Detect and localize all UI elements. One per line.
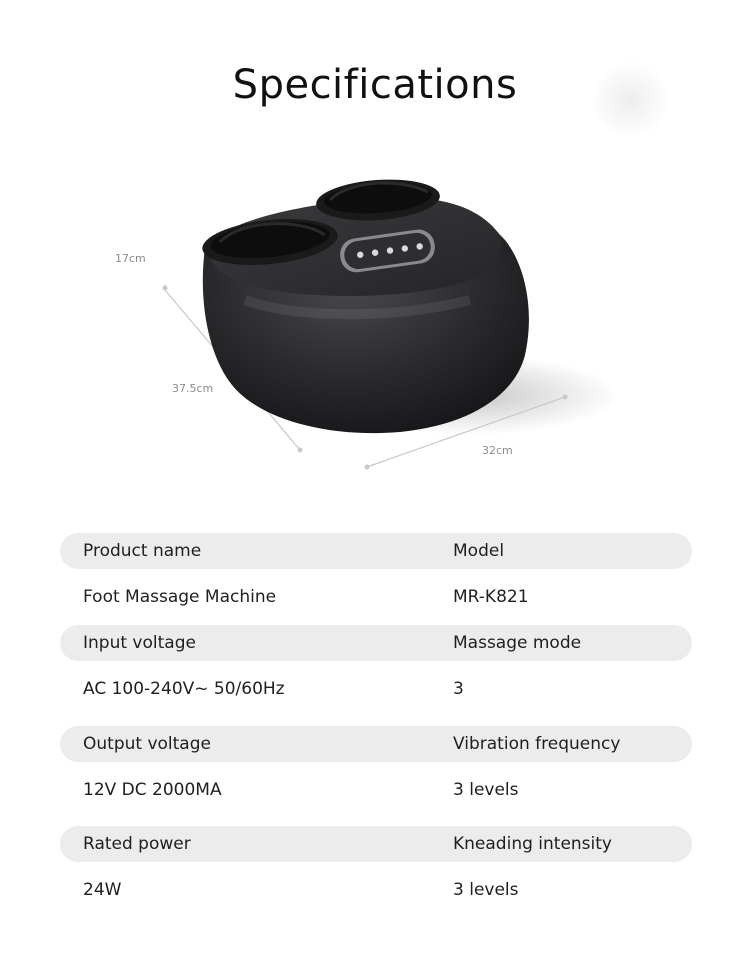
spec-label: Product name <box>83 541 202 561</box>
height-label: 17cm <box>115 252 146 265</box>
spec-header-row <box>60 826 692 862</box>
spec-label: Model <box>453 541 505 561</box>
spec-value-row <box>60 872 692 908</box>
spec-value-row <box>60 772 692 808</box>
spec-value: 3 levels <box>453 880 519 900</box>
spec-label: Rated power <box>83 834 191 854</box>
spec-value: MR-K821 <box>453 587 529 607</box>
spec-value: 12V DC 2000MA <box>83 780 222 800</box>
spec-label: Kneading intensity <box>453 834 612 854</box>
spec-value-row <box>60 671 692 707</box>
spec-header-row <box>60 625 692 661</box>
page-title: Specifications <box>232 62 518 108</box>
spec-label: Output voltage <box>83 734 211 754</box>
length-label: 37.5cm <box>172 382 214 395</box>
spec-header-row <box>60 533 692 569</box>
specs-table <box>60 533 692 918</box>
spec-value-row <box>60 579 692 615</box>
spec-label: Massage mode <box>453 633 582 653</box>
spec-value: Foot Massage Machine <box>83 587 277 607</box>
product-image <box>0 150 750 490</box>
spec-label: Input voltage <box>83 633 196 653</box>
spec-header-row <box>60 726 692 762</box>
spec-value: 3 levels <box>453 780 519 800</box>
spec-value: AC 100-240V~ 50/60Hz <box>83 679 285 699</box>
spec-value: 24W <box>83 880 122 900</box>
spec-value: 3 <box>453 679 464 699</box>
background-glow <box>590 60 670 140</box>
spec-label: Vibration frequency <box>453 734 621 754</box>
width-label: 32cm <box>482 444 513 457</box>
